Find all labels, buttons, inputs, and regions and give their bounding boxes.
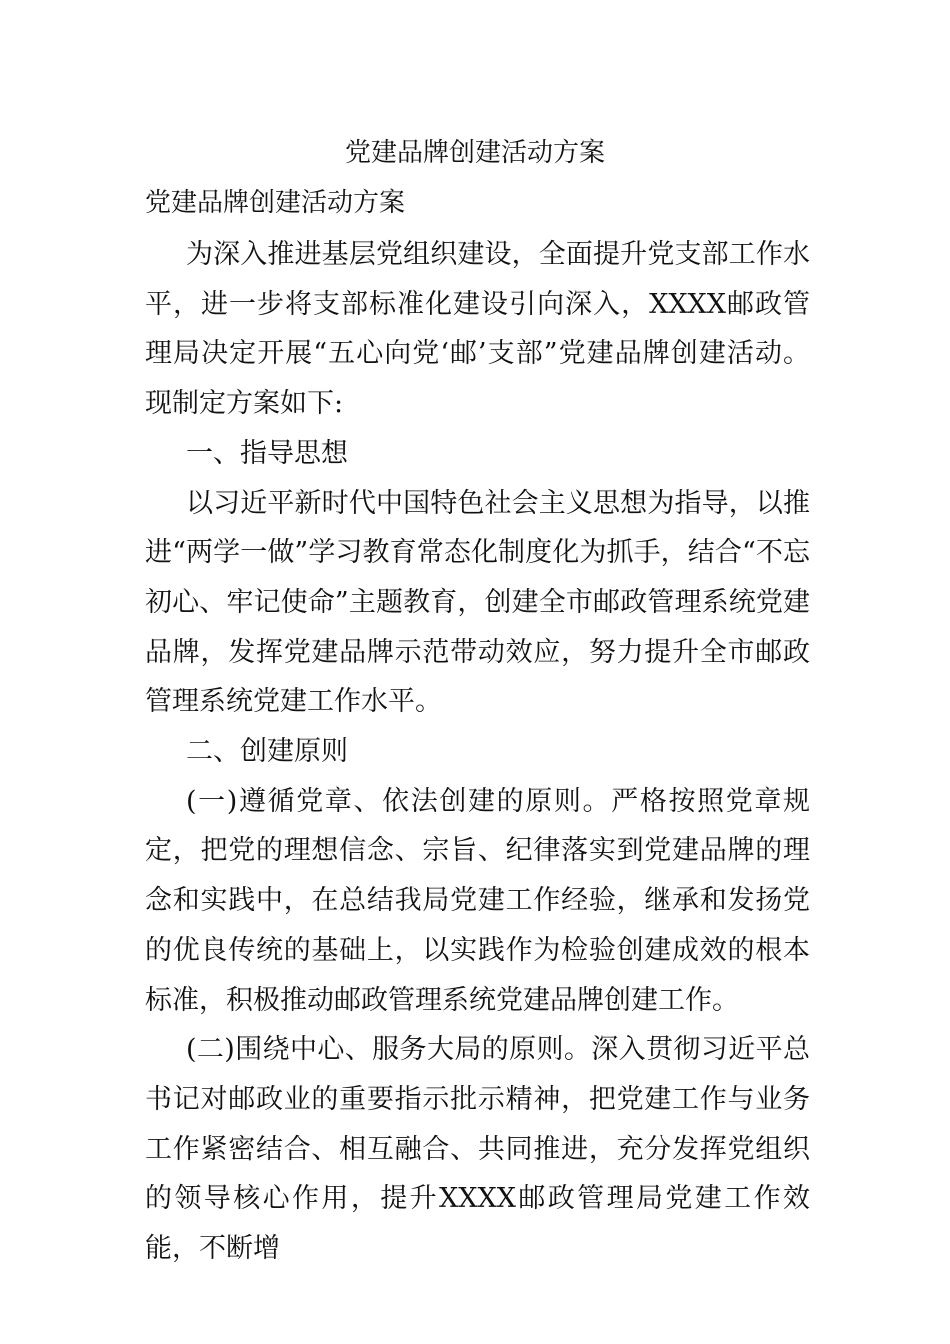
guiding-ideology-paragraph: 以习近平新时代中国特色社会主义思想为指导，以推进“两学一做”学习教育常态化制度化为抓手，结合“不忘初心、牢记使命”主题教育，创建全市邮政管理系统党建品牌，发挥党建品牌示范带动效应，努力提升全市邮政管理系统党建工作水平。 [145,487,810,718]
section-heading-principles: 二、创建原则 [186,736,348,768]
document-title: 党建品牌创建活动方案 [344,138,605,168]
principle-1-paragraph: (一)遵循党章、依法创建的原则。严格按照党章规定，把党的理想信念、宗旨、纪律落实到党建品牌的理念和实践中，在总结我局党建工作经验，继承和发扬党的优良传统的基础上，以实践作为检验创建成效的根本标准，积极推动邮政管理系统党建品牌创建工作。 [145,785,810,1016]
section-heading-guiding-ideology: 一、指导思想 [186,437,348,469]
document-body [145,230,810,1274]
intro-paragraph: 为深入推进基层党组织建设，全面提升党支部工作水平，进一步将支部标准化建设引向深入，XXXX邮政管理局决定开展“五心向党‘邮’支部”党建品牌创建活动。现制定方案如下: [145,239,810,420]
document-subtitle: 党建品牌创建活动方案 [145,188,406,218]
principle-2-paragraph: (二)围绕中心、服务大局的原则。深入贯彻习近平总书记对邮政业的重要指示批示精神，把党建工作与业务工作紧密结合、相互融合、共同推进，充分发挥党组织的领导核心作用，提升XXXX邮政管理局党建工作效能，不断增 [145,1034,810,1265]
